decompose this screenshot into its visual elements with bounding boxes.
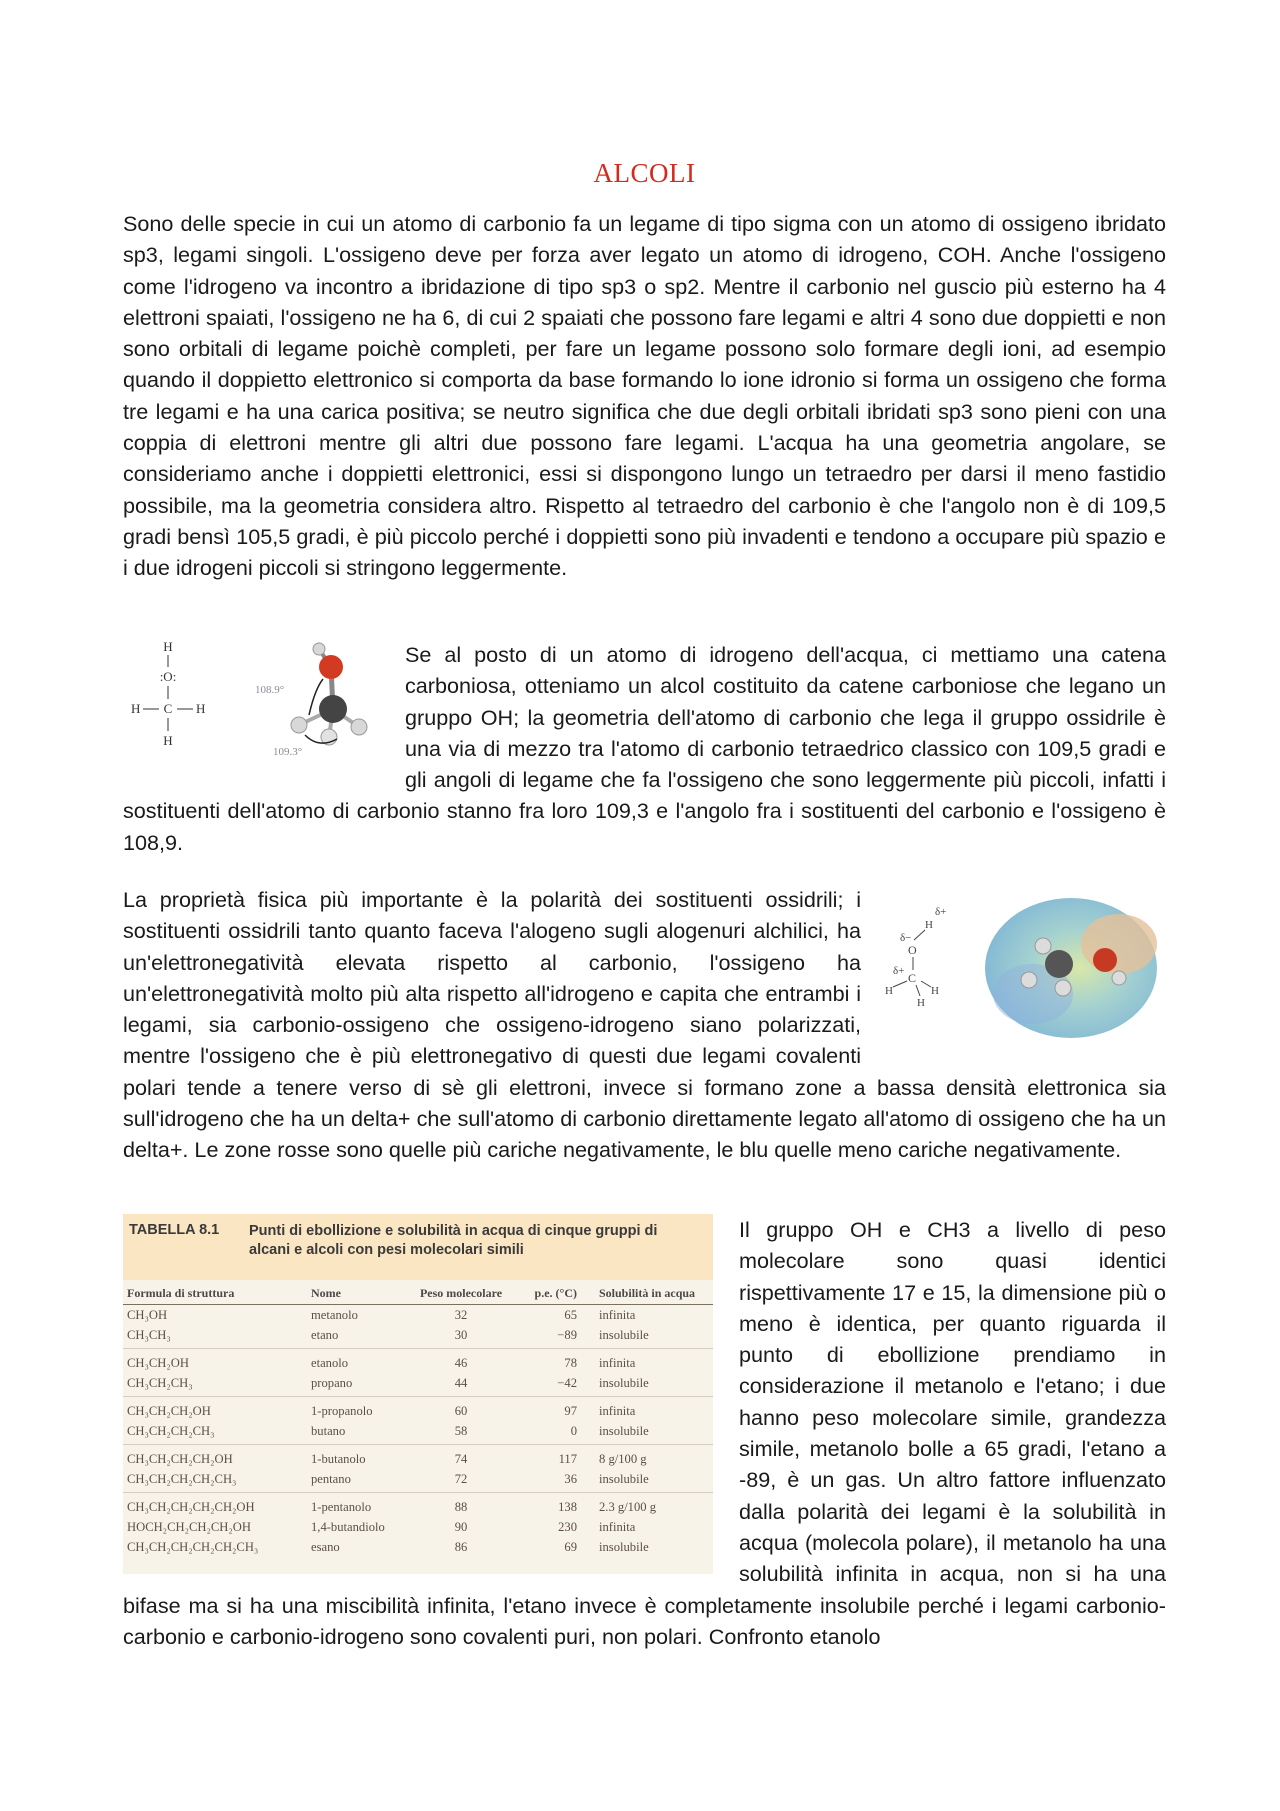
col-formula: Formula di struttura — [123, 1280, 307, 1305]
electrostatic-map-figure — [883, 884, 1166, 1044]
cell-name: pentano — [307, 1469, 413, 1493]
atom-h-right: H — [196, 701, 206, 716]
cell-name: metanolo — [311, 1307, 358, 1322]
cell-solubility: infinita — [599, 1403, 636, 1418]
cell-bp: 65 — [564, 1307, 577, 1322]
table-row — [123, 1349, 713, 1374]
cell-formula: CH₃CH₂CH₂CH₂CH₃ — [123, 1469, 307, 1493]
h-left: H — [885, 985, 893, 997]
cell-formula: HOCH₂CH₂CH₂CH₂OH — [127, 1519, 251, 1534]
boiling-points-table — [123, 1214, 713, 1574]
cell-weight: 44 — [413, 1373, 509, 1397]
cell-solubility: 8 g/100 g — [599, 1451, 647, 1466]
delta-plus-c: δ+ — [893, 965, 905, 977]
atom-h-bottom: H — [163, 733, 173, 748]
cell-formula: CH₃CH₂CH₂CH₂OH — [127, 1451, 233, 1466]
section-geometry — [123, 639, 1166, 858]
cell-bp: 138 — [558, 1499, 577, 1514]
cell-formula: CH₃CH₂CH₂CH₂CH₂OH — [127, 1499, 255, 1514]
cell-solubility: 2.3 g/100 g — [599, 1499, 657, 1514]
table-label: TABELLA 8.1 — [129, 1222, 220, 1238]
paragraph-geometry: Se al posto di un atomo di idrogeno dell'acqua, ci mettiamo una catena carboniosa, otteniamo un alcol costituito da catene carboniose che legano un gruppo OH; la geometria dell'atomo di carbonio che lega il gruppo ossidrile è una via di mezzo tra l'atomo di carbonio tetraedrico classico con 109,5 gradi e gli angoli di legame che fa l'ossigeno che sono leggermente più piccoli, infatti i sostituenti dell'atomo di carbonio stanno fra loro 109,3 e l'angolo fra i sostituenti del carbonio e l'ossigeno è 108,9. — [123, 642, 1166, 855]
angle-label-bottom: 109.3° — [273, 746, 303, 758]
methanol-structure-svg — [123, 639, 385, 775]
col-name: Nome — [307, 1280, 413, 1305]
cell-name: propano — [307, 1373, 413, 1397]
table-caption: Punti di ebollizione e solubilità in acqua di cinque gruppi di alcani e alcoli con pesi molecolari simili — [249, 1223, 658, 1258]
cell-solubility: infinita — [599, 1307, 636, 1322]
cell-weight: 60 — [454, 1403, 468, 1418]
paragraph-polarity: La proprietà fisica più importante è la polarità dei sostituenti ossidrili; i sostituenti ossidrili tanto quanto faceva l'alogeno sugli alogenuri alchilici, ha un'elettronegatività elevata rispetto al carbonio, l'ossigeno ha un'elettronegatività molto più alta rispetto all'idrogeno e capita che entrambi i legami, sia carbonio-ossigeno che ossigeno-idrogeno siano polarizzati, mentre l'ossigeno che è più elettronegativo di questi due legami covalenti polari tende a tenere verso di sè gli elettroni, invece si formano zone a bassa densità elettronica sia sull'idrogeno che ha un delta+ che sull'atomo di carbonio direttamente legato all'atomo di ossigeno che ha un delta+. Le zone rosse sono quelle più cariche negativamente, le blu quelle meno cariche negativamente. — [123, 887, 1166, 1163]
cell-bp: 78 — [564, 1355, 577, 1370]
cell-weight: 88 — [454, 1499, 468, 1514]
angle-label-top: 108.9° — [255, 684, 285, 696]
table-row — [123, 1421, 713, 1445]
cell-solubility: insolubile — [581, 1421, 713, 1445]
table-row — [123, 1305, 713, 1326]
cell-bp: 97 — [564, 1403, 577, 1418]
h-bottom: H — [917, 997, 925, 1009]
col-solubility: Solubilità in acqua — [581, 1280, 713, 1305]
section-boiling-points — [123, 1214, 1166, 1652]
cell-formula: CH₃OH — [127, 1307, 168, 1322]
cell-bp: 69 — [564, 1539, 577, 1554]
cell-solubility: infinita — [599, 1519, 636, 1534]
cell-name: butano — [307, 1421, 413, 1445]
cell-weight: 74 — [454, 1451, 468, 1466]
col-weight: Peso molecolare — [413, 1280, 509, 1305]
cell-formula: CH₃CH₂CH₃ — [123, 1373, 307, 1397]
cell-bp: 117 — [558, 1451, 577, 1466]
atom-h-top: H — [163, 639, 173, 654]
cell-name: 1-butanolo — [311, 1451, 366, 1466]
c-atom: C — [908, 971, 917, 985]
atom-h-left: H — [131, 701, 141, 716]
table-row — [123, 1493, 713, 1518]
h-right: H — [931, 985, 939, 997]
table-row — [123, 1469, 713, 1493]
cell-formula: CH₃CH₂CH₂CH₂CH₂CH₃ — [127, 1539, 259, 1554]
atom-c: C — [163, 701, 173, 716]
cell-solubility: insolubile — [581, 1469, 713, 1493]
cell-weight: 46 — [454, 1355, 468, 1370]
cell-name: 1-propanolo — [311, 1403, 373, 1418]
table-body — [123, 1280, 713, 1557]
cell-weight: 72 — [413, 1469, 509, 1493]
cell-solubility: infinita — [599, 1355, 636, 1370]
delta-minus-o: δ− — [900, 932, 912, 944]
cell-bp: 0 — [509, 1421, 581, 1445]
methanol-polarity-svg — [883, 884, 1166, 1044]
page-title: ALCOLI — [593, 158, 696, 188]
cell-bp: 230 — [558, 1519, 577, 1534]
cell-solubility: insolubile — [581, 1373, 713, 1397]
cell-formula: CH₃CH₃ — [123, 1325, 307, 1349]
section-polarity — [123, 884, 1166, 1166]
cell-name: 1-pentanolo — [311, 1499, 372, 1514]
table-row — [123, 1373, 713, 1397]
cell-name: etano — [307, 1325, 413, 1349]
cell-solubility: insolubile — [581, 1325, 713, 1349]
cell-bp: 36 — [509, 1469, 581, 1493]
h-hydroxyl: H — [925, 919, 933, 931]
o-atom: O — [908, 943, 917, 957]
cell-weight: 32 — [454, 1307, 468, 1322]
cell-weight: 30 — [413, 1325, 509, 1349]
table-row — [123, 1325, 713, 1349]
cell-name: 1,4-butandiolo — [311, 1519, 385, 1534]
table-row — [123, 1517, 713, 1537]
paragraph-boiling: Il gruppo OH e CH3 a livello di peso molecolare sono quasi identici rispettivamente 17 e 15, la dimensione più o meno è identica, per quanto riguarda il punto di ebollizione prendiamo in considerazione il metanolo e l'etano; i due hanno peso molecolare simile, grandezza simile, metanolo bolle a 65 gradi, l'etano a -89, è un gas. Un altro fattore influenzato dalla polarità dei legami è la solubilità in acqua (molecola polare), il metanolo ha una solubilità infinita in acqua, non si ha una bifase ma si ha una miscibilità infinita, l'etano invece è completamente insolubile perché i legami carbonio-carbonio e carbonio-idrogeno sono covalenti puri, non polari. Confronto etanolo — [123, 1217, 1166, 1649]
cell-bp: −42 — [509, 1373, 581, 1397]
cell-weight: 58 — [413, 1421, 509, 1445]
table-row — [123, 1397, 713, 1422]
cell-formula: CH₃CH₂OH — [127, 1355, 189, 1370]
cell-bp: −89 — [509, 1325, 581, 1349]
delta-plus-h: δ+ — [935, 906, 947, 918]
cell-weight: 86 — [454, 1539, 468, 1554]
methanol-geometry-figure — [123, 639, 385, 775]
cell-name: esano — [311, 1539, 340, 1554]
cell-formula: CH₃CH₂CH₂CH₃ — [123, 1421, 307, 1445]
col-bp: p.e. (°C) — [509, 1280, 581, 1305]
cell-formula: CH₃CH₂CH₂OH — [127, 1403, 211, 1418]
table-row — [123, 1445, 713, 1470]
table-header-band — [123, 1214, 713, 1280]
cell-weight: 90 — [454, 1519, 468, 1534]
table-row — [123, 1537, 713, 1557]
paragraph-intro: Sono delle specie in cui un atomo di carbonio fa un legame di tipo sigma con un atomo di ossigeno ibridato sp3, legami singoli. L'ossigeno deve per forza aver legato un atomo di idrogeno, COH. Anche l'ossigeno come l'idrogeno va incontro a ibridazione di tipo sp3 o sp2. Mentre il carbonio nel guscio più esterno ha 4 elettroni spaiati, l'ossigeno ne ha 6, di cui 2 spaiati che possono fare legami e altri 4 sono due doppietti e non sono orbitali di legame poichè completi, per fare un legame possono solo formare degli ioni, ad esempio quando il doppietto elettronico si comporta da base formando lo ione idronio si forma un ossigeno che forma tre legami e ha una carica positiva; se neutro significa che due degli orbitali ibridati sp3 sono pieni con una coppia di elettroni mentre gli altri due possono fare legami. L'acqua ha una geometria angolare, se consideriamo anche i doppietti elettronici, essi si dispongono lungo un tetraedro per darsi il meno fastidio possibile, ma la geometria considera altro. Rispetto al tetraedro del carbonio è che l'angolo non è di 109,5 gradi bensì 105,5 gradi, è più piccolo perché i doppietti sono più invadenti e tendono a occupare più spazio e i due idrogeni piccoli si stringono leggermente. — [123, 211, 1166, 581]
atom-o: :O: — [159, 669, 177, 684]
cell-solubility: insolubile — [599, 1539, 649, 1554]
cell-name: etanolo — [311, 1355, 349, 1370]
